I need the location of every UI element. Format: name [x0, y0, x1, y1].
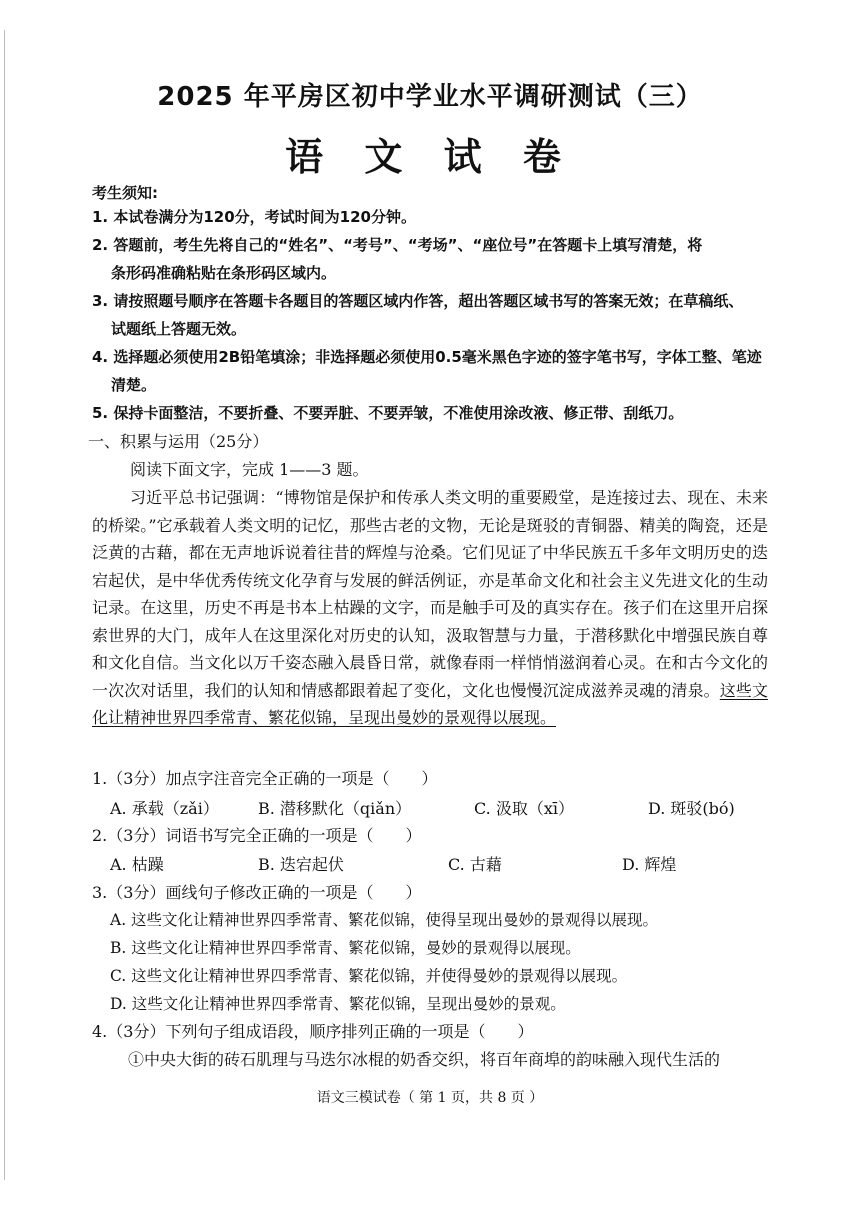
reading-passage — [92, 484, 768, 732]
passage-text: 习近平总书记强调：“博物馆是保护和传承人类文明的重要殿堂，是连接过去、现在、未来的桥梁。”它承载着人类文明的记忆，那些古老的文物，无论是斑驳的青铜器、精美的陶瓷，还是泛黄的古藉，都在无声地诉说着往昔的辉煌与沧桑。它们见证了中华民族五千多年文明历史的迭宕起伏，是中华优秀传统文化孕育与发展的鲜活例证，亦是革命文化和社会主义先进文化的生动记录。在这里，历史不再是书本上枯躁的文字，而是触手可及的真实存在。孩子们在这里开启探索世界的大门，成年人在这里深化对历史的认知，汲取智慧与力量，于潜移默化中增强民族自尊和文化自信。当文化以万千姿态融入晨昏日常，就像春雨一样悄悄滋润着心灵。在和古今文化的一次次对话里，我们的认知和情感都跟着起了变化，文化也慢慢沉淀成滋养灵魂的清泉。 — [92, 488, 768, 700]
exam-subject: 语 文 试 卷 — [285, 135, 575, 179]
question-3-option-c: C. 这些文化让精神世界四季常青、繁花似锦，并使得曼妙的景观得以展现。 — [110, 967, 628, 985]
scan-edge-line — [4, 30, 5, 1180]
notice-item-5: 5. 保持卡面整洁，不要折叠、不要弄脏、不要弄皱，不准使用涂改液、修正带、刮纸刀。 — [92, 404, 684, 422]
notice-item-2-cont: 条形码准确粘贴在条形码区域内。 — [111, 264, 337, 282]
notice-item-2: 2. 答题前，考生先将自己的“姓名”、“考号”、“考场”、“座位号”在答题卡上填写清楚，将 — [92, 236, 703, 254]
passage-underlined-sentence: 这些文化让精神世界四季常青、繁花似锦，呈现出曼妙的景观得以展现。 — [92, 680, 768, 727]
question-4-stem: 4.（3分）下列句子组成语段，顺序排列正确的一项是（ ） — [92, 1022, 534, 1041]
question-3-stem: 3.（3分）画线句子修改正确的一项是（ ） — [92, 883, 422, 902]
question-3-option-a: A. 这些文化让精神世界四季常青、繁花似锦，使得呈现出曼妙的景观得以展现。 — [110, 911, 659, 929]
notice-heading: 考生须知: — [92, 184, 158, 202]
question-2-option-a: A. 枯躁 — [110, 855, 164, 874]
question-1-stem: 1.（3分）加点字注音完全正确的一项是（ ） — [92, 769, 438, 788]
section-title: 一、积累与运用（25分） — [88, 432, 269, 451]
notice-item-4-cont: 清楚。 — [111, 376, 157, 394]
notice-item-3: 3. 请按照题号顺序在答题卡各题目的答题区域内作答，超出答题区域书写的答案无效；在草稿纸、 — [92, 292, 744, 310]
notice-item-3-cont: 试题纸上答题无效。 — [111, 320, 247, 338]
question-2-option-b: B. 迭宕起伏 — [258, 855, 344, 874]
question-1-option-a: A. 承载（zǎi） — [110, 799, 219, 818]
question-1-option-b: B. 潜移默化（qiǎn） — [258, 799, 412, 818]
question-4-sentence-1: ①中央大街的砖石肌理与马迭尔冰棍的奶香交织，将百年商埠的韵味融入现代生活的 — [128, 1050, 721, 1069]
page-footer: 语文三模试卷（ 第 1 页，共 8 页 ） — [316, 1090, 544, 1106]
question-3-option-b: B. 这些文化让精神世界四季常青、繁花似锦，曼妙的景观得以展现。 — [110, 939, 581, 957]
question-2-stem: 2.（3分）词语书写完全正确的一项是（ ） — [92, 826, 422, 845]
question-1-option-c: C. 汲取（xī） — [474, 799, 574, 818]
section-instruction: 阅读下面文字，完成 1——3 题。 — [130, 460, 369, 479]
question-2-option-c: C. 古藉 — [448, 855, 502, 874]
notice-item-1: 1. 本试卷满分为120分，考试时间为120分钟。 — [92, 208, 416, 226]
exam-title: 2025 年平房区初中学业水平调研测试（三） — [157, 82, 703, 112]
question-2-option-d: D. 辉煌 — [622, 855, 677, 874]
notice-item-4: 4. 选择题必须使用2B铅笔填涂；非选择题必须使用0.5毫米黑色字迹的签字笔书写，字体工整、笔迹 — [92, 348, 762, 366]
question-3-option-d: D. 这些文化让精神世界四季常青、繁花似锦，呈现出曼妙的景观。 — [110, 995, 566, 1013]
question-1-option-d: D. 斑驳(bó) — [648, 799, 735, 818]
